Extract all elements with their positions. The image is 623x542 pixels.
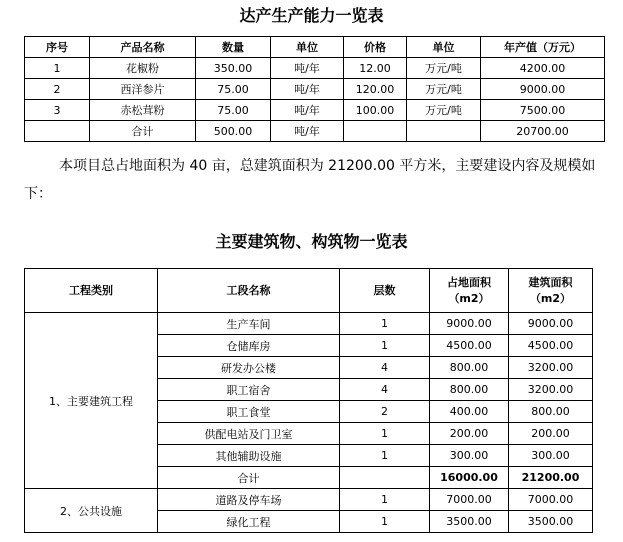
- table-cell: 吨/年: [271, 100, 344, 121]
- table-cell: 1: [340, 445, 430, 467]
- table-cell: 1: [25, 58, 90, 79]
- production-capacity-table: [24, 36, 605, 142]
- table-cell: 9000.00: [509, 313, 593, 335]
- header-cell: 单位: [407, 37, 481, 58]
- table-cell: 3200.00: [509, 357, 593, 379]
- table-cell: 1: [340, 489, 430, 511]
- table-row: [25, 58, 605, 79]
- table-header-row: [25, 269, 593, 313]
- table-cell: 120.00: [344, 79, 407, 100]
- total-label: 合计: [90, 121, 196, 142]
- table-row: [25, 100, 605, 121]
- table-cell: 9000.00: [430, 313, 509, 335]
- table-cell: 7000.00: [509, 489, 593, 511]
- total-qty: 500.00: [196, 121, 271, 142]
- table-cell: 职工宿舍: [158, 379, 340, 401]
- table-cell: 3200.00: [509, 379, 593, 401]
- category-cell: 2、公共设施: [25, 489, 158, 533]
- header-cell: 工程类别: [25, 269, 158, 313]
- header-unit: （m2）: [448, 291, 490, 305]
- table2-title: 主要建筑物、构筑物一览表: [215, 232, 408, 251]
- total-building-area: 21200.00: [509, 467, 593, 489]
- header-label: 占地面积: [447, 275, 491, 289]
- table-cell: 其他辅助设施: [158, 445, 340, 467]
- table-cell: 300.00: [509, 445, 593, 467]
- table-cell: 1: [340, 335, 430, 357]
- table-cell: 400.00: [430, 401, 509, 423]
- table-cell: 职工食堂: [158, 401, 340, 423]
- table-cell: 供配电站及门卫室: [158, 423, 340, 445]
- table-cell: 吨/年: [271, 79, 344, 100]
- header-cell: [430, 269, 509, 313]
- body-paragraph: 本项目总占地面积为 40 亩，总建筑面积为 21200.00 平方米，主要建设内容及规模如下：: [24, 158, 596, 202]
- table-cell: 2: [340, 401, 430, 423]
- table-total-row: [25, 121, 605, 142]
- header-cell: 年产值（万元）: [481, 37, 605, 58]
- total-unit: 吨/年: [271, 121, 344, 142]
- table-cell: 4: [340, 379, 430, 401]
- table-cell: 800.00: [509, 401, 593, 423]
- table-cell: 西洋参片: [90, 79, 196, 100]
- header-unit: （m2）: [529, 291, 572, 305]
- table-cell: 仓储库房: [158, 335, 340, 357]
- table-cell: 生产车间: [158, 313, 340, 335]
- header-cell: 工段名称: [158, 269, 340, 313]
- table-row: [25, 313, 593, 335]
- table-cell: 100.00: [344, 100, 407, 121]
- table-cell: 2: [25, 79, 90, 100]
- table-cell: [340, 467, 430, 489]
- table-cell: 9000.00: [481, 79, 605, 100]
- table1-title: 达产生产能力一览表: [239, 6, 384, 25]
- table-cell: [344, 121, 407, 142]
- table-cell: 1: [340, 511, 430, 533]
- table-cell: 万元/吨: [407, 79, 481, 100]
- total-value: 20700.00: [481, 121, 605, 142]
- table-cell: 7000.00: [430, 489, 509, 511]
- table-cell: 4: [340, 357, 430, 379]
- header-cell: 序号: [25, 37, 90, 58]
- table-cell: 1: [340, 313, 430, 335]
- table-row: [25, 489, 593, 511]
- table-cell: 3500.00: [509, 511, 593, 533]
- header-cell: 单位: [271, 37, 344, 58]
- table-cell: 道路及停车场: [158, 489, 340, 511]
- table-cell: 万元/吨: [407, 58, 481, 79]
- table-row: [25, 79, 605, 100]
- table-cell: 3500.00: [430, 511, 509, 533]
- table-cell: 7500.00: [481, 100, 605, 121]
- header-label: 建筑面积: [528, 275, 573, 289]
- table-cell: 75.00: [196, 100, 271, 121]
- table-cell: 800.00: [430, 379, 509, 401]
- table-cell: 研发办公楼: [158, 357, 340, 379]
- table-header-row: [25, 37, 605, 58]
- table-cell: [407, 121, 481, 142]
- table-cell: [25, 121, 90, 142]
- table-cell: 赤松茸粉: [90, 100, 196, 121]
- table-cell: 4500.00: [430, 335, 509, 357]
- table-cell: 1: [340, 423, 430, 445]
- header-cell: 层数: [340, 269, 430, 313]
- total-label: 合计: [158, 467, 340, 489]
- category-cell: 1、主要建筑工程: [25, 313, 158, 489]
- table-cell: 800.00: [430, 357, 509, 379]
- table-cell: 12.00: [344, 58, 407, 79]
- table-cell: 200.00: [509, 423, 593, 445]
- table-cell: 200.00: [430, 423, 509, 445]
- header-cell: 数量: [196, 37, 271, 58]
- table-cell: 吨/年: [271, 58, 344, 79]
- buildings-table: [24, 268, 593, 533]
- table-cell: 万元/吨: [407, 100, 481, 121]
- total-land-area: 16000.00: [430, 467, 509, 489]
- table-cell: 75.00: [196, 79, 271, 100]
- table-cell: 300.00: [430, 445, 509, 467]
- header-cell: 价格: [344, 37, 407, 58]
- table-cell: 花椒粉: [90, 58, 196, 79]
- header-cell: 产品名称: [90, 37, 196, 58]
- table-cell: 350.00: [196, 58, 271, 79]
- table-cell: 3: [25, 100, 90, 121]
- table-cell: 4500.00: [509, 335, 593, 357]
- table-cell: 4200.00: [481, 58, 605, 79]
- table-cell: 绿化工程: [158, 511, 340, 533]
- header-cell: [509, 269, 593, 313]
